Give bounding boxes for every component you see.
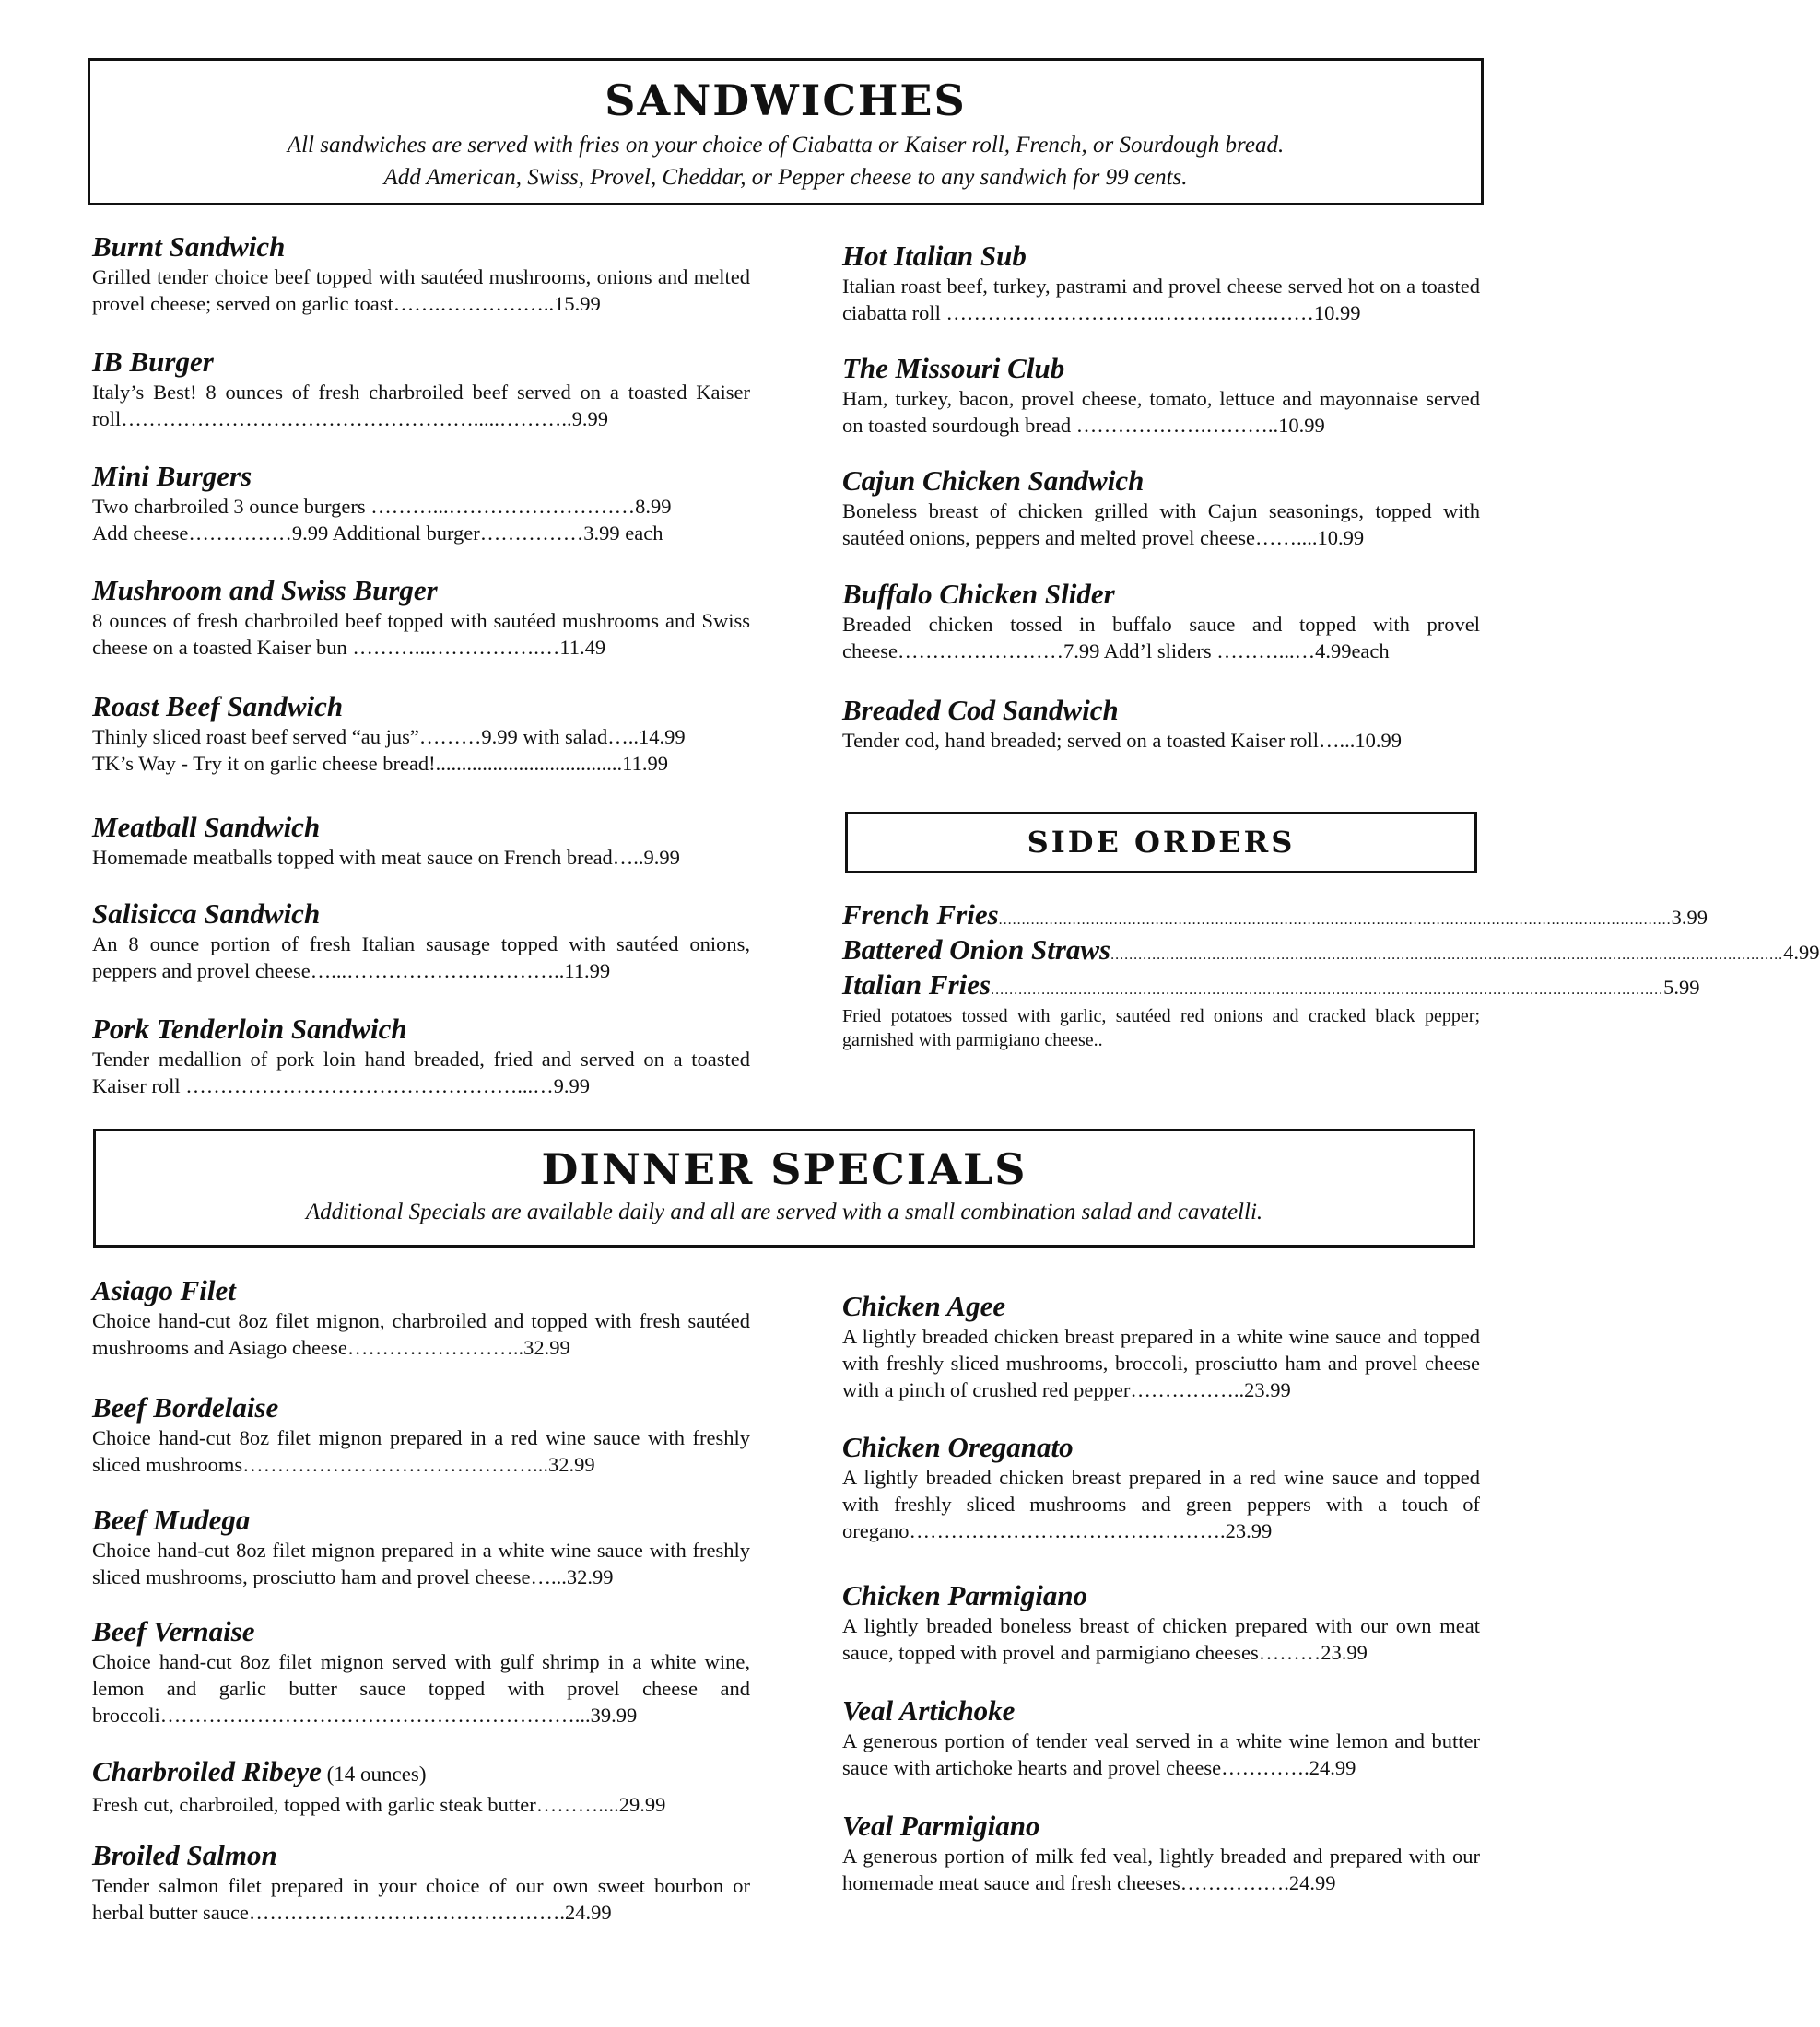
item-desc: Tender salmon filet prepared in your choice of our own sweet bourbon or herbal butter sauce……………………………………….24.99 (92, 1874, 750, 1924)
side-item-name: Battered Onion Straws (842, 933, 1111, 966)
item-desc: Choice hand-cut 8oz filet mignon prepared in a red wine sauce with freshly sliced mushrooms……………………………………...32.99 (92, 1426, 750, 1476)
item-name: Buffalo Chicken Slider (842, 578, 1115, 610)
item-desc: Tender medallion of pork loin hand breaded, fried and served on a toasted Kaiser roll …………………………………………...…9.99 (92, 1048, 750, 1097)
item-name: Meatball Sandwich (92, 811, 321, 843)
menu-item-cajun-chicken-sandwich (842, 464, 1480, 551)
sandwiches-note-1: All sandwiches are served with fries on your choice of Ciabatta or Kaiser roll, French, or Sourdough bread. (287, 133, 1285, 158)
menu-item-mini-burgers (92, 460, 750, 546)
item-name: Salisicca Sandwich (92, 897, 321, 930)
item-desc: Choice hand-cut 8oz filet mignon served with gulf shrimp in a white wine, lemon and garlic butter sauce topped with provel cheese and broccoli……………………………………………………...39.99 (92, 1650, 750, 1727)
item-name: Chicken Agee (842, 1290, 1006, 1322)
menu-item-mushroom-swiss-burger (92, 574, 750, 661)
side-item-price: 5.99 (1663, 976, 1700, 999)
item-name (92, 1755, 750, 1791)
side-item-price: 4.99 (1783, 941, 1820, 964)
leader-dots: .................................................................................................................................................. (1110, 947, 1784, 963)
item-desc: Italian roast beef, turkey, pastrami and provel cheese served hot on a toasted ciabatta roll ………………………….……….…….……10.99 (842, 275, 1480, 324)
item-name: Chicken Oreganato (842, 1431, 1074, 1463)
sandwiches-note-2: Add American, Swiss, Provel, Cheddar, or Pepper cheese to any sandwich for 99 cents. (383, 165, 1188, 190)
item-name: Breaded Cod Sandwich (842, 694, 1119, 726)
menu-item-burnt-sandwich (92, 230, 750, 317)
side-item-price: 3.99 (1671, 906, 1708, 929)
menu-item-salisicca-sandwich (92, 897, 750, 984)
item-name: Beef Bordelaise (92, 1391, 279, 1424)
item-desc: A generous portion of milk fed veal, lightly breaded and prepared with our homemade meat sauce and fresh cheeses…………….24.99 (842, 1845, 1480, 1894)
side-item-french-fries (842, 898, 1708, 931)
side-orders-header-box (845, 812, 1477, 873)
item-name: The Missouri Club (842, 352, 1065, 384)
item-desc: Breaded chicken tossed in buffalo sauce and topped with provel cheese……………………7.99 Add’l sliders ………...…4.99each (842, 613, 1480, 662)
item-name: Burnt Sandwich (92, 230, 286, 263)
item-desc: Tender cod, hand breaded; served on a toasted Kaiser roll…...10.99 (842, 729, 1402, 752)
item-name-text: Charbroiled Ribeye (92, 1755, 322, 1787)
menu-item-asiago-filet (92, 1274, 750, 1361)
leader-dots: .................................................................................................................................................. (998, 912, 1672, 928)
side-item-name: Italian Fries (842, 968, 992, 1001)
side-orders-title: SIDE ORDERS (1027, 825, 1296, 860)
menu-item-meatball-sandwich (92, 811, 750, 871)
sandwiches-title: SANDWICHES (605, 76, 967, 125)
menu-item-breaded-cod-sandwich (842, 694, 1480, 754)
menu-item-ib-burger (92, 346, 750, 432)
item-line: TK’s Way - Try it on garlic cheese bread!....................................11.99 (92, 752, 668, 775)
item-desc: A generous portion of tender veal served in a white wine lemon and butter sauce with artichoke hearts and provel cheese………….24.99 (842, 1729, 1480, 1779)
side-item-italian-fries-desc: Fried potatoes tossed with garlic, sautéed red onions and cracked black pepper; garnished with parmigiano cheese.. (842, 1006, 1480, 1050)
item-name: Roast Beef Sandwich (92, 690, 344, 722)
item-desc: 8 ounces of fresh charbroiled beef topped with sautéed mushrooms and Swiss cheese on a toasted Kaiser bun ………...…………….…11.49 (92, 609, 750, 659)
menu-item-buffalo-chicken-slider (842, 578, 1480, 664)
menu-item-broiled-salmon (92, 1839, 750, 1926)
item-desc: A lightly breaded chicken breast prepared in a white wine sauce and topped with freshly sliced mushrooms, broccoli, prosciutto ham and provel cheese with a pinch of crushed red pepper……………..23.99 (842, 1325, 1480, 1401)
menu-item-chicken-parmigiano (842, 1579, 1480, 1666)
menu-item-beef-vernaise (92, 1615, 750, 1728)
item-name: Veal Parmigiano (842, 1810, 1040, 1842)
item-name: Mushroom and Swiss Burger (92, 574, 438, 606)
side-item-name: French Fries (842, 898, 999, 931)
item-desc: An 8 ounce portion of fresh Italian sausage topped with sautéed onions, peppers and provel cheese…...…………………………..11.99 (92, 932, 750, 982)
side-item-italian-fries (842, 968, 1700, 1002)
item-desc: Ham, turkey, bacon, provel cheese, tomato, lettuce and mayonnaise served on toasted sourdough bread ……………….………..10.99 (842, 387, 1480, 437)
menu-item-missouri-club (842, 352, 1480, 439)
sandwiches-header-box (88, 58, 1484, 205)
dinner-specials-note: Additional Specials are available daily and all are served with a small combination salad and cavatelli. (305, 1200, 1263, 1224)
menu-item-veal-parmigiano (842, 1810, 1480, 1896)
item-desc: Homemade meatballs topped with meat sauce on French bread…..9.99 (92, 846, 680, 869)
item-line: Add cheese……………9.99 Additional burger……………3.99 each (92, 521, 663, 545)
item-desc: Grilled tender choice beef topped with sautéed mushrooms, onions and melted provel cheese; served on garlic toast…….……………..15.99 (92, 265, 750, 315)
item-name: Beef Mudega (92, 1504, 251, 1536)
item-desc: Choice hand-cut 8oz filet mignon, charbroiled and topped with fresh sautéed mushrooms and Asiago cheese……………………..32.99 (92, 1309, 750, 1359)
item-desc: Italy’s Best! 8 ounces of fresh charbroiled beef served on a toasted Kaiser roll…………………………………………….....………..9.99 (92, 381, 750, 430)
menu-item-beef-bordelaise (92, 1391, 750, 1478)
item-name: Cajun Chicken Sandwich (842, 464, 1145, 497)
menu-item-charbroiled-ribeye (92, 1755, 750, 1818)
dinner-specials-title: DINNER SPECIALS (541, 1144, 1027, 1194)
item-desc: Choice hand-cut 8oz filet mignon prepared in a white wine sauce with freshly sliced mushrooms, prosciutto ham and provel cheese…...32.99 (92, 1539, 750, 1588)
item-name-note: (14 ounces) (321, 1763, 427, 1786)
dinner-specials-header-box (93, 1129, 1475, 1248)
item-name: IB Burger (92, 346, 214, 378)
item-name: Veal Artichoke (842, 1694, 1016, 1727)
item-name: Broiled Salmon (92, 1839, 277, 1871)
item-desc: Boneless breast of chicken grilled with Cajun seasonings, topped with sautéed onions, peppers and melted provel cheese……....10.99 (842, 499, 1480, 549)
item-line: Thinly sliced roast beef served “au jus”………9.99 with salad…..14.99 (92, 725, 686, 748)
menu-item-pork-tenderloin-sandwich (92, 1013, 750, 1099)
item-line: Two charbroiled 3 ounce burgers ………...………………………8.99 (92, 495, 672, 518)
item-desc: A lightly breaded chicken breast prepared in a red wine sauce and topped with freshly sliced mushrooms and green peppers with a touch of oregano……………………………………….23.99 (842, 1466, 1480, 1542)
menu-item-hot-italian-sub (842, 240, 1480, 326)
item-name: Pork Tenderloin Sandwich (92, 1013, 407, 1045)
menu-item-veal-artichoke (842, 1694, 1480, 1781)
item-desc: A lightly breaded boneless breast of chicken prepared with our own meat sauce, topped with provel and parmigiano cheeses………23.99 (842, 1614, 1480, 1664)
item-name: Beef Vernaise (92, 1615, 255, 1647)
item-name: Hot Italian Sub (842, 240, 1027, 272)
side-item-battered-onion-straws (842, 933, 1820, 967)
item-desc: Fresh cut, charbroiled, topped with garlic steak butter………....29.99 (92, 1793, 666, 1816)
menu-item-chicken-agee (842, 1290, 1480, 1403)
menu-item-chicken-oreganato (842, 1431, 1480, 1544)
item-name: Chicken Parmigiano (842, 1579, 1088, 1611)
menu-item-beef-mudega (92, 1504, 750, 1590)
menu-item-roast-beef-sandwich (92, 690, 750, 777)
leader-dots: .................................................................................................................................................. (991, 982, 1664, 998)
item-name: Mini Burgers (92, 460, 252, 492)
item-name: Asiago Filet (92, 1274, 236, 1306)
